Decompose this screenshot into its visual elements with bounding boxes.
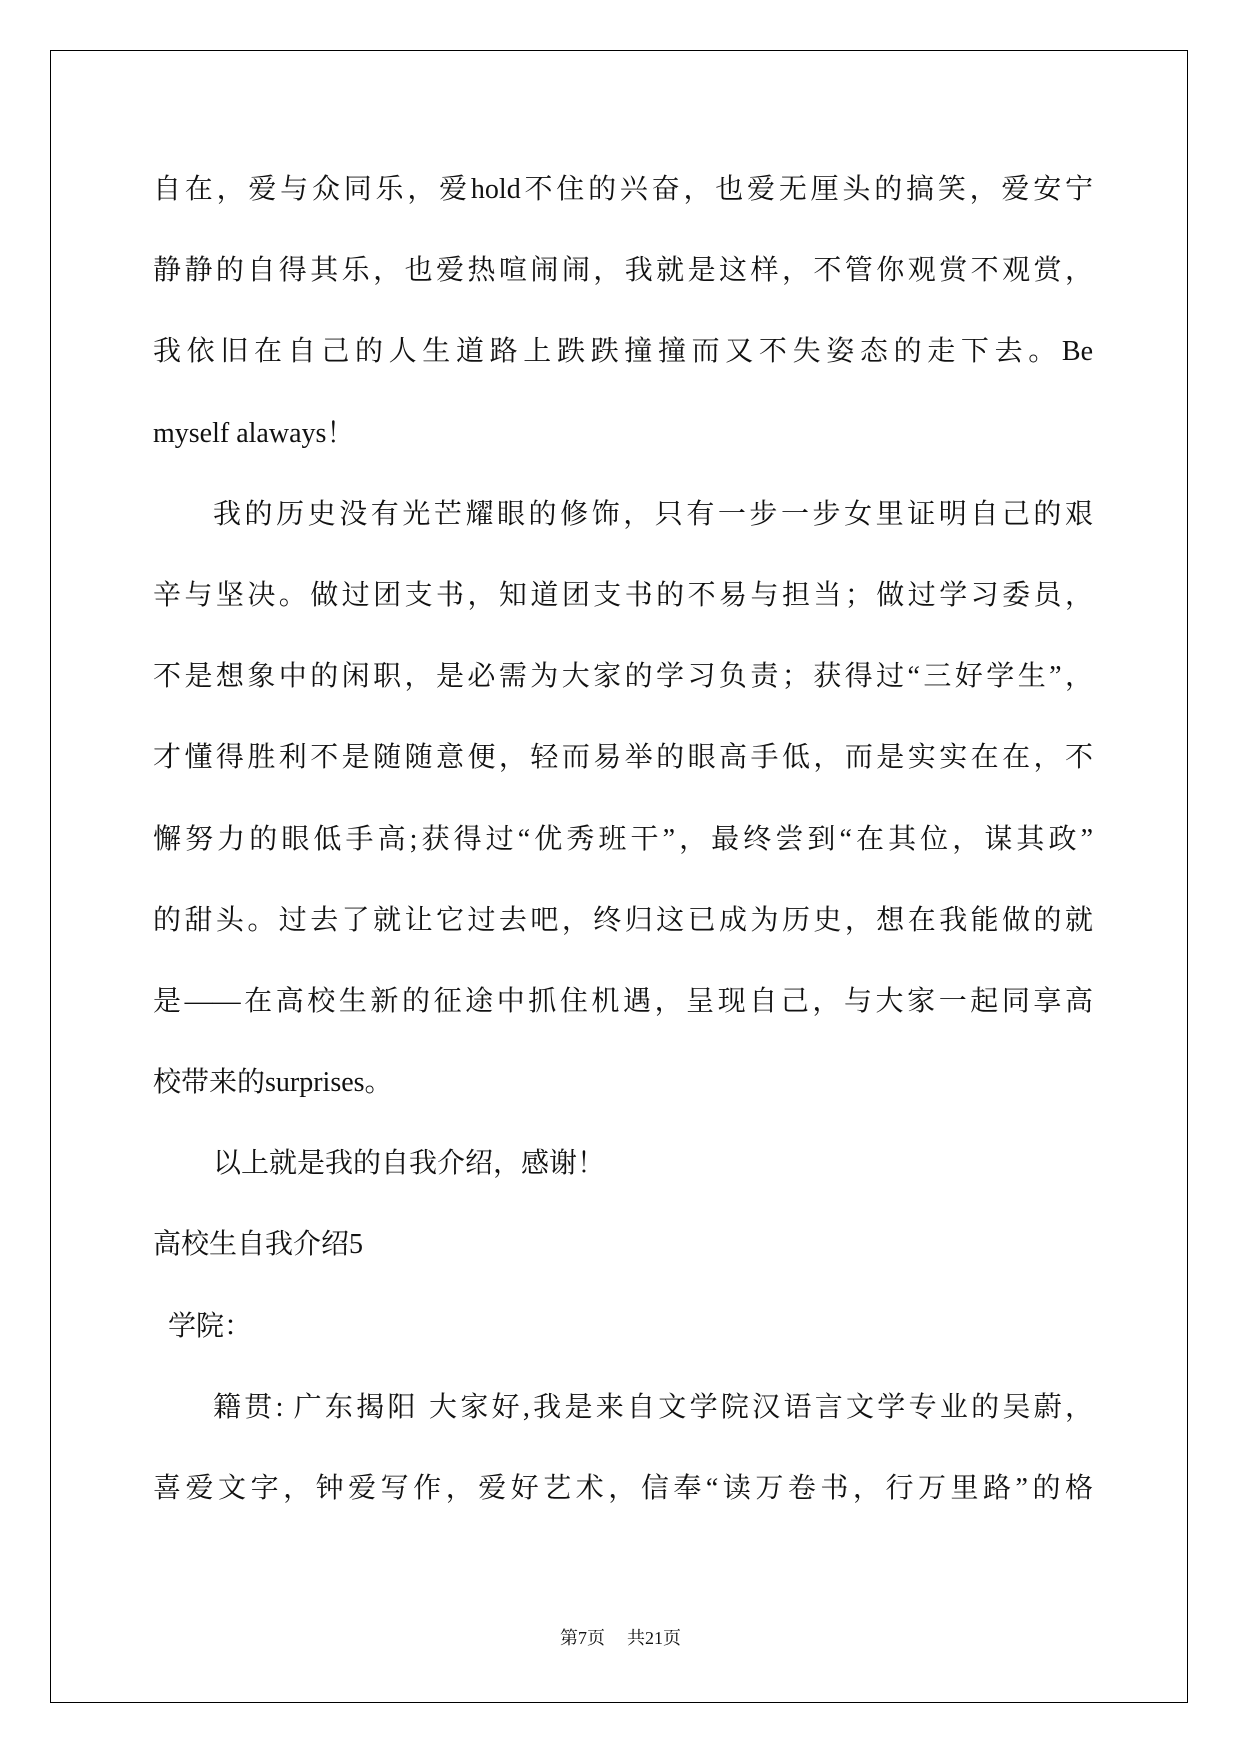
text-line: 喜爱文字，钟爱写作，爱好艺术，信奉“读万卷书，行万里路”的格 [153,1473,1093,1504]
page-total: 共21页 [627,1628,681,1648]
paragraph-first-line: 籍贯: 广东揭阳 大家好,我是来自文学院汉语言文学专业的吴蔚， [213,1391,1093,1423]
paragraph-first-line: 我的历史没有光芒耀眼的修饰，只有一步一步女里证明自己的艰 [213,498,1093,530]
text-line: 的甜头。过去了就让它过去吧，终归这已成为历史，想在我能做的就 [153,904,1093,936]
text-line: 懈努力的眼低手高;获得过“优秀班干”，最终尝到“在其位，谋其政” [153,823,1093,855]
text-line: 自在，爱与众同乐，爱hold不住的兴奋，也爱无厘头的搞笑，爱安宁 [153,174,1093,205]
section-heading: 高校生自我介绍5 [153,1229,364,1261]
text-line: 不是想象中的闲职，是必需为大家的学习负责；获得过“三好学生”， [153,661,1093,693]
page-number: 第7页 [560,1628,605,1648]
text-line: 我依旧在自己的人生道路上跌跌撞撞而又不失姿态的走下去。Be [153,336,1093,368]
text-line: 静静的自得其乐，也爱热喧闹闹，我就是这样，不管你观赏不观赏， [153,255,1093,287]
body-text [153,149,1093,1529]
text-line: 辛与坚决。做过团支书，知道团支书的不易与担当；做过学习委员， [153,579,1093,611]
page-footer [0,1624,1241,1652]
paragraph-first-line: 以上就是我的自我介绍，感谢！ [213,1148,606,1180]
text-line: 才懂得胜利不是随随意便，轻而易举的眼高手低，而是实实在在，不 [153,742,1093,774]
field-label: 学院： [168,1310,253,1342]
text-line: myself alaways！ [153,417,355,449]
text-line: 校带来的surprises。 [153,1067,393,1099]
text-line: 是——在高校生新的征途中抓住机遇，呈现自己，与大家一起同享高 [153,985,1093,1017]
